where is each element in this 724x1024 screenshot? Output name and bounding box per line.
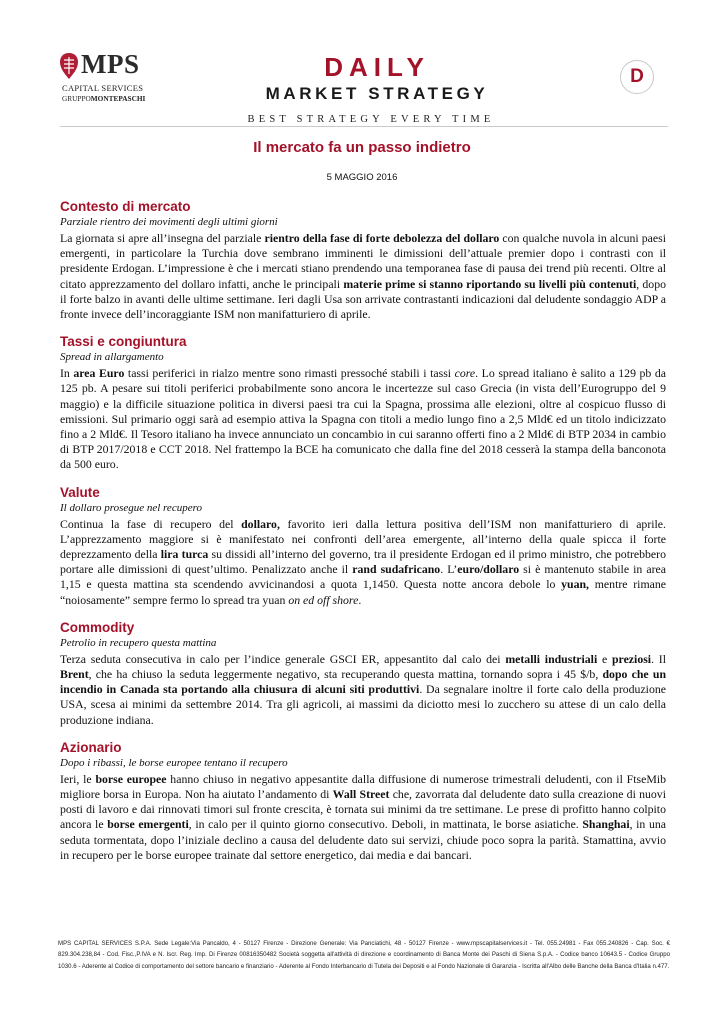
emphasis-italic: on ed off shore — [288, 592, 359, 607]
logo-subtitle: CAPITAL SERVICES — [62, 83, 144, 93]
legal-footer: MPS CAPITAL SERVICES S.P.A. Sede Legale:Via Pancaldo, 4 - 50127 Firenze - Direzione Generale: Via Panciatichi, 48 - 50127 Firenze - www.mpscapitalservices.it - Tel. 055.24981 - Fax 055.240826 - Cap. Soc. € 829.304.238,84 - Cod. Fisc.,P.IVA e N. Iscr. Reg. Imp. Di Firenze 00816350482 Società soggetta all'attività di direzione e coordinamento di Banca Monte dei Paschi di Siena S.p.A. - Codice banco 10643.5 - Codice Gruppo 1030.6 - Aderente al Codice di comportamento del settore bancario e finanziario - Aderente al Fondo Interbancario di Tutela dei Depositi e al Fondo Nazionale di Garanzia - Iscritta all'Albo delle Banche della Banca d'Italia n.477. — [58, 940, 670, 970]
section-title: Tassi e congiuntura — [60, 334, 187, 350]
section-tassi — [60, 333, 666, 472]
emphasis-bold: area Euro — [73, 366, 125, 381]
section-subtitle: Parziale rientro dei movimenti degli ultimi giorni — [60, 216, 278, 228]
text-run: , in calo per il quinto giorno consecutivo. Deboli, in mattinata, le borse asiatiche. — [188, 817, 583, 832]
emphasis-bold: metalli industriali — [505, 651, 598, 666]
text-run: con qualche nuvola in alcuni paesi emergenti, in particolare la Turchia dove sembrano imminenti le dimissioni dell’attuale premier dopo i contrasti con il presidente Erdogan. L’impressione è che i mercati stiano prendendo una temporanea fase di pausa dei trend più recenti. Oltre al citato apprezzamento del dollaro infatti, anche le principali — [60, 231, 666, 291]
text-run: e — [597, 651, 612, 666]
text-run: , dopo il forte balzo in avanti delle ultime settimane. Ieri dagli Usa son arrivate contrastanti indicazioni dal deludente sondaggio ADP a fronte invece dell’incoraggiante ISM non manifatturiero di aprile. — [60, 276, 666, 322]
text-run: che, zavorrata dal deludente dato sulla creazione di nuovi posti di lavoro e dai rinnovati timori sul fronte crescita, è tornata sui minimi da tre settimane. Le prese di profitto hanno colpito ancora le — [60, 787, 666, 832]
section-text — [60, 231, 666, 322]
emphasis-bold: yuan, — [561, 577, 590, 592]
emphasis-bold: preziosi — [611, 651, 652, 666]
emphasis-bold: dopo che un incendio in Canada sta portando alla chiusura di alcuni siti produttivi — [60, 667, 667, 697]
text-run: , in una seduta tormentata, dopo l’iniziale declino a causa del deludente dato sui servizi, chiude poco sopra la parità. Stamattina, avvio in recupero per le borse europee trainate dal settore energetico, dai media e dai bancari. — [60, 817, 666, 862]
report-body — [60, 198, 666, 874]
text-run: . Il — [651, 651, 666, 666]
section-azionario — [60, 739, 666, 863]
text-run: . Lo spread italiano è salito a 129 pb da 125 pb. A pesare sui titoli periferici probabilmente sono ancora le incertezze sul caso Grecia (in vista dell’Eurogruppo del 9 maggio) e la difficile situazione politica in diversi paesi tra cui la Spagna, prossima alle elezioni, oltre al cospicuo flusso di emissioni. Sul primario oggi sarà ad esempio attiva la Spagna con titoli a medio lungo fino a 2,5 Mld€ ed un titolo indicizzato fino a 2 Mld€. Il Tesoro italiano ha invece annunciato un concambio in cui saranno offerti fino a 2 Mld€ di BTP 2034 in cambio di BTP 2017/2018 e CCT 2018. Nel frattempo la BCE ha comunicato che dalla fine del 2018 cesserà la stampa della banconota da 500 euro. — [60, 366, 667, 472]
section-commodity — [60, 619, 666, 728]
section-title: Valute — [60, 484, 100, 500]
section-title: Azionario — [60, 739, 122, 755]
section-subtitle: Il dollaro prosegue nel recupero — [60, 501, 202, 514]
emphasis-bold: borse europee — [95, 771, 167, 786]
section-contesto — [60, 198, 666, 322]
text-run: . Da segnalare inoltre il forte calo della produzione USA, scesa ai minimi da settembre 2014. Tra gli agricoli, ai massimi da diciotto mesi lo zucchero su attese di un calo della produzione indiana. — [60, 682, 666, 727]
section-subtitle: Dopo i ribassi, le borse europee tentano il recupero — [60, 756, 288, 769]
emphasis-bold: Wall Street — [332, 787, 390, 802]
emphasis-bold: rand sudafricano — [352, 562, 441, 577]
text-run: tassi periferici in rialzo mentre sono rimasti pressoché stabili i tassi — [124, 366, 455, 381]
emphasis-bold: euro/dollaro — [457, 562, 520, 577]
report-headline: Il mercato fa un passo indietro — [253, 139, 471, 156]
text-run: , che ha chiuso la seduta leggermente negativo, sta recuperando questa mattina, tornando sopra i 45 $/b, — [88, 667, 603, 682]
text-run: mentre rimane “noiosamente” sempre fermo lo spread tra yuan — [60, 577, 666, 607]
emphasis-italic: core — [454, 366, 476, 381]
section-subtitle: Spread in allargamento — [60, 351, 164, 364]
emphasis-bold: borse emergenti — [107, 817, 189, 832]
text-run: Ieri, le — [60, 771, 96, 786]
section-text — [60, 366, 666, 472]
section-text — [60, 772, 666, 863]
section-text — [60, 517, 666, 608]
section-title: Commodity — [60, 619, 135, 635]
text-run: . — [358, 592, 362, 607]
emphasis-bold: Shanghai — [582, 817, 630, 832]
text-run: Continua la fase di recupero del — [60, 516, 242, 531]
emphasis-bold: lira turca — [160, 547, 209, 562]
emphasis-bold: dollaro, — [241, 516, 280, 531]
text-run: favorito ieri dalla lettura positiva dell’ISM non manifatturiero di aprile. L’apprezzamento maggiore si è manifestato nei confronti dell’area emergente, all’interno della quale spicca il forte deprezzamento della — [60, 516, 666, 562]
text-run: Terza seduta consecutiva in calo per l’indice generale GSCI ER, appesantito dal calo dei — [60, 651, 506, 666]
logo-text: MPS — [81, 49, 140, 79]
section-title: Contesto di mercato — [60, 199, 191, 214]
daily-badge: D — [620, 60, 654, 94]
emphasis-bold: Brent — [60, 667, 89, 682]
section-subtitle: Petrolio in recupero questa mattina — [60, 636, 217, 649]
text-run: si è mantenuto stabile in area 1,15 e questa mattina sta scendendo avvicinandosi a quota 1,1450. Questa notte ancora debole lo — [60, 562, 666, 592]
text-run: . L’ — [440, 562, 458, 577]
header-divider — [60, 126, 668, 127]
publication-subtitle: MARKET STRATEGY — [265, 84, 489, 103]
text-run: su dissidi all’interno del governo, tra il presidente Erdogan ed il primo ministro, che potrebbero portare alle dimissioni di quest’ultimo. Penalizzato anche il — [60, 547, 667, 577]
text-run: In — [60, 366, 74, 381]
section-text — [60, 652, 666, 728]
emphasis-bold: rientro della fase di forte debolezza del dollaro — [264, 231, 500, 245]
tagline: BEST STRATEGY EVERY TIME — [247, 114, 495, 125]
emphasis-bold: materie prime si stanno riportando su livelli più contenuti — [343, 276, 637, 291]
logo-group-prefix: GRUPPO — [62, 94, 91, 103]
text-run: La giornata si apre all’insegna del parziale — [60, 231, 265, 245]
report-date: 5 MAGGIO 2016 — [326, 172, 398, 183]
section-valute — [60, 484, 666, 608]
publication-title: DAILY — [324, 52, 430, 82]
text-run: hanno chiuso in negativo appesantite dalla diffusione di numerose trimestrali deludenti, con il FtseMib migliore borsa in Europa. Non ha aiutato l’andamento di — [60, 771, 666, 802]
logo-group-name: MONTEPASCHI — [90, 94, 146, 103]
